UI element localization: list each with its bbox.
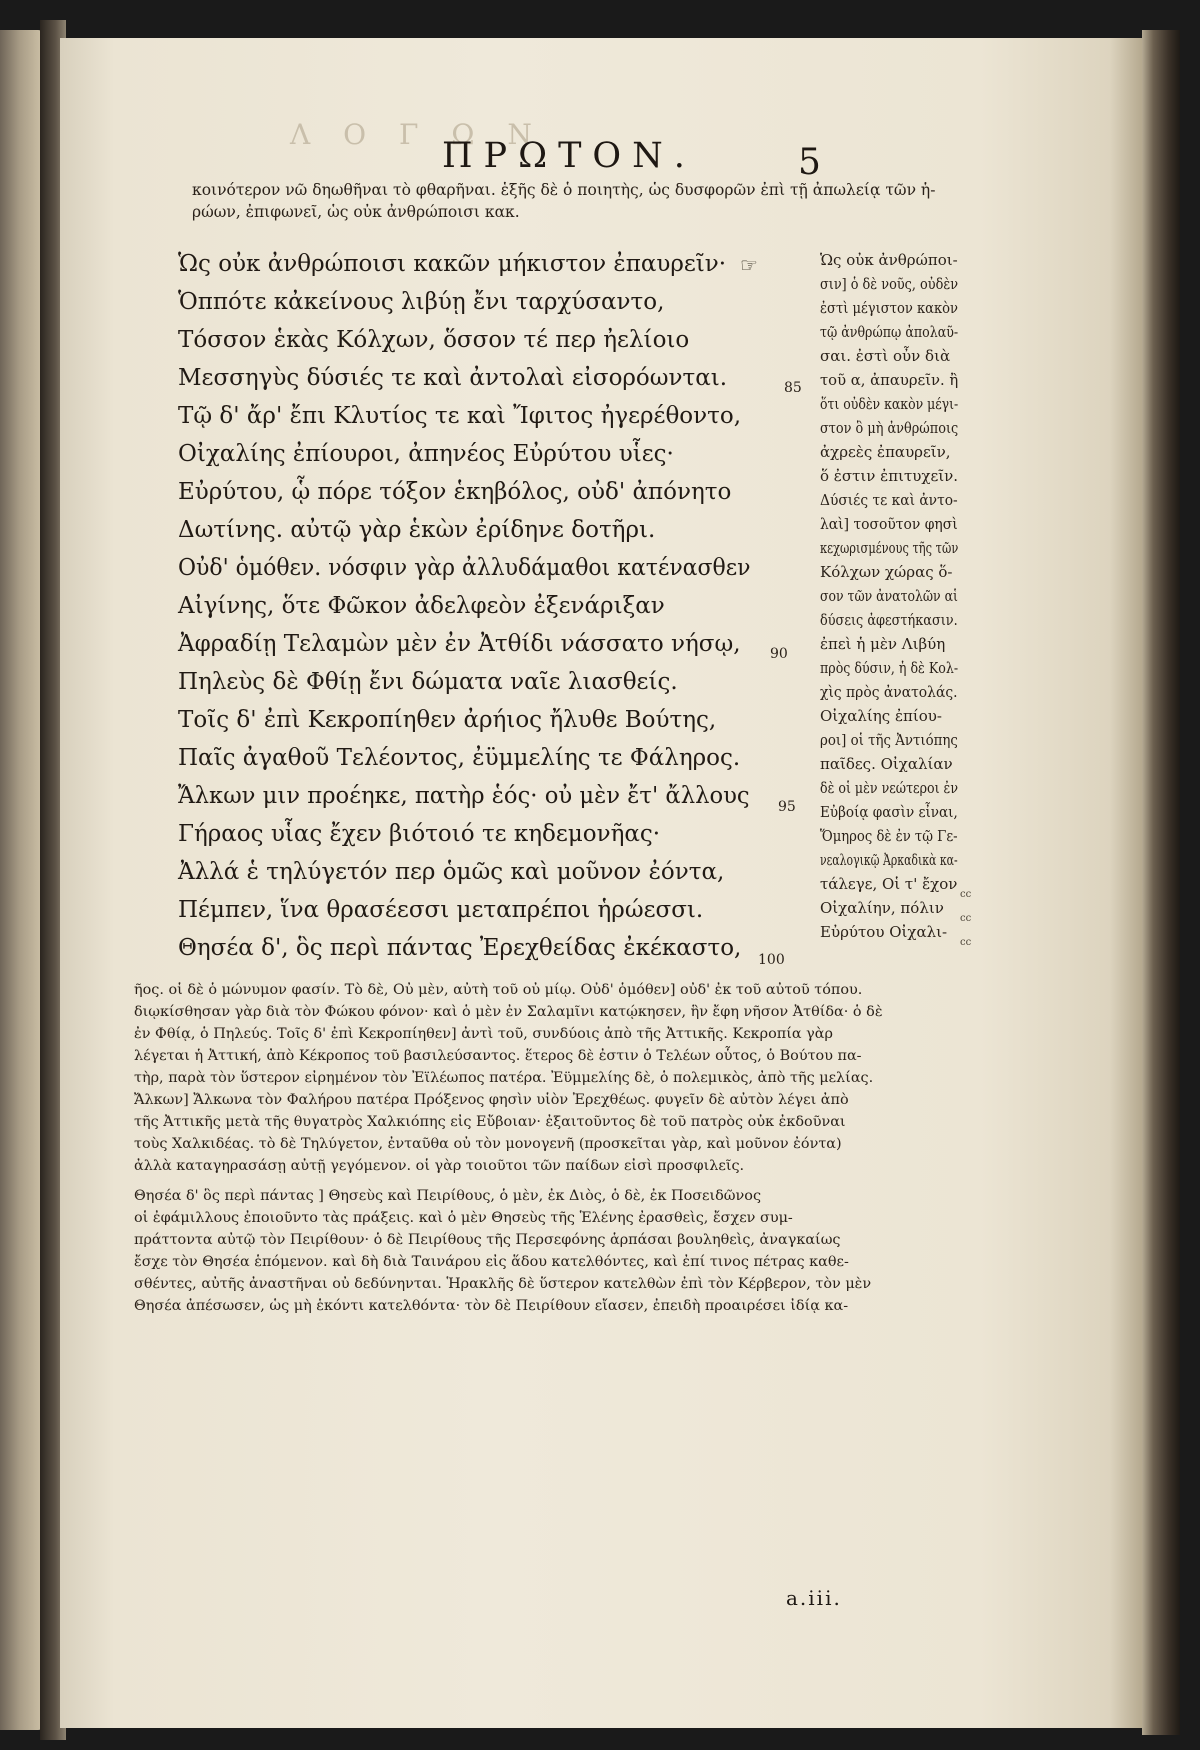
verse-line: Αἰγίνης, ὅτε Φῶκον ἀδελφεὸν ἐξενάριξαν bbox=[178, 593, 665, 619]
gloss-line: ἀχρεὲς ἐπαυρεῖν, bbox=[820, 443, 951, 461]
verse-line: Θησέα δ', ὃς περὶ πάντας Ἐρεχθείδας ἐκέκαστο, bbox=[178, 935, 742, 961]
gloss-line: σιν] ὁ δὲ νοῦς, οὐδὲν bbox=[820, 275, 959, 293]
gloss-line: ὅτι οὐδὲν κακὸν μέγι- bbox=[820, 395, 959, 413]
page-number: 5 bbox=[798, 142, 821, 183]
gloss-line: χὶς πρὸς ἀνατολάς. bbox=[820, 683, 958, 701]
verse-line: Οἰχαλίης ἐπίουροι, ἀπηνέος Εὐρύτου υἷες· bbox=[178, 441, 674, 467]
gloss-line: κεχωρισμένους τῆς τῶν bbox=[820, 539, 959, 557]
commentary-line: διῳκίσθησαν γὰρ διὰ τὸν Φώκου φόνον· καὶ ὁ μὲν ἐν Σαλαμῖνι κατῴκησεν, ἣν ἔφη νῆσον Ἀτθίδα· ὁ δὲ bbox=[134, 1004, 883, 1020]
commentary-line: πράττοντα αὐτῷ τὸν Πειρίθουν· ὁ δὲ Πειρίθους τῆς Περσεφόνης ἁρπάσαι βουληθεὶς, ἀναγκαίως bbox=[134, 1232, 841, 1248]
manicule-icon: ☞ bbox=[740, 253, 758, 277]
marginal-mark: cc bbox=[960, 889, 972, 900]
commentary-line: Ἄλκων] Ἄλκωνα τὸν Φαλήρου πατέρα Πρόξενος φησὶν υἱὸν Ἐρεχθέως. φυγεῖν δὲ αὐτὸν λέγει ἀπὸ bbox=[134, 1092, 849, 1108]
verse-line: Τῷ δ' ἄρ' ἔπι Κλυτίος τε καὶ Ἴφιτος ἠγερέθοντο, bbox=[178, 403, 742, 429]
verse-line: Ἄλκων μιν προέηκε, πατὴρ ἑός· οὐ μὲν ἔτ' ἄλλους bbox=[178, 783, 750, 809]
commentary-line: Θησέα δ' ὃς περὶ πάντας ] Θησεὺς καὶ Πειρίθους, ὁ μὲν, ἐκ Διὸς, ὁ δὲ, ἐκ Ποσειδῶνος bbox=[134, 1188, 762, 1204]
verse-line: Ὡς οὐκ ἀνθρώποισι κακῶν μήκιστον ἐπαυρεῖν· bbox=[178, 251, 727, 277]
verse-line: Παῖς ἀγαθοῦ Τελέοντος, ἐϋμμελίης τε Φάληρος. bbox=[178, 745, 741, 771]
verse-line: Τοῖς δ' ἐπὶ Κεκροπίηθεν ἀρήιος ἤλυθε Βούτης, bbox=[178, 707, 717, 733]
gloss-line: τάλεγε, Οἱ τ' ἔχον bbox=[820, 875, 958, 893]
gloss-line: Ὅμηρος δὲ ἐν τῷ Γε- bbox=[820, 827, 958, 845]
gloss-line: ροι] οἱ τῆς Ἀντιόπης bbox=[820, 731, 958, 749]
commentary-line: οἱ ἐφάμιλλους ἐποιοῦντο τὰς πράξεις. καὶ ὁ μὲν Θησεὺς τῆς Ἑλένης ἐρασθεὶς, ἔσχεν συμ- bbox=[134, 1210, 793, 1226]
verse-line: Πέμπεν, ἵνα θρασέεσσι μεταπρέποι ἡρώεσσι. bbox=[178, 897, 704, 923]
line-number: 85 bbox=[784, 380, 802, 396]
commentary-line: τοὺς Χαλκιδέας. τὸ δὲ Τηλύγετον, ἐνταῦθα οὐ τὸν μονογενῆ (προσκεῖται γὰρ, καὶ μοῦνον ἐόντα) bbox=[134, 1136, 842, 1152]
marginal-mark: cc bbox=[960, 937, 972, 948]
verse-line: Οὐδ' ὁμόθεν. νόσφιν γὰρ ἀλλυδάμαθοι κατένασθεν bbox=[178, 555, 751, 581]
marginal-mark: cc bbox=[960, 913, 972, 924]
gloss-line: στον ὃ μὴ ἀνθρώποις bbox=[820, 419, 959, 437]
right-page bbox=[60, 38, 1142, 1728]
commentary-line: σθέντες, αὐτῆς ἀναστῆναι οὐ δεδύνηνται. Ἡρακλῆς δὲ ὕστερον κατελθὼν ἐπὶ τὸν Κέρβερον, τὸν μὲν bbox=[134, 1276, 872, 1292]
verse-line: Μεσσηγὺς δύσιές τε καὶ ἀντολαὶ εἰσορόωνται. bbox=[178, 365, 728, 391]
verse-line: Τόσσον ἑκὰς Κόλχων, ὅσσον τέ περ ἠελίοιο bbox=[178, 327, 690, 353]
running-head: ΠΡΩΤΟΝ. bbox=[442, 136, 696, 176]
gloss-line: νεαλογικῷ Ἀρκαδικὰ κα- bbox=[820, 851, 958, 869]
commentary-line: λέγεται ἡ Ἀττική, ἀπὸ Κέκροπος τοῦ βασιλεύσαντος. ἕτερος δὲ ἐστιν ὁ Τελέων οὗτος, ὁ Βούτου πα- bbox=[134, 1048, 862, 1064]
verse-line: Ἀφραδίῃ Τελαμὼν μὲν ἐν Ἀτθίδι νάσσατο νήσῳ, bbox=[178, 631, 741, 657]
gloss-line: σαι. ἐστὶ οὖν διὰ bbox=[820, 347, 951, 365]
gloss-line: Δύσιές τε καὶ ἀντο- bbox=[820, 491, 958, 509]
gloss-line: Οἰχαλίης ἐπίου- bbox=[820, 707, 942, 725]
verse-line: Πηλεὺς δὲ Φθίῃ ἔνι δώματα ναῖε λιασθείς. bbox=[178, 669, 678, 695]
verse-line: Εὐρύτου, ᾧ πόρε τόξον ἑκηβόλος, οὐδ' ἀπόνητο bbox=[178, 479, 732, 505]
verse-line: Ὁππότε κἀκείνους λιβύῃ ἔνι ταρχύσαντο, bbox=[178, 289, 665, 315]
gloss-line: Κόλχων χώρας ὅ- bbox=[820, 563, 953, 581]
verse-line: Ἀλλά ἑ τηλύγετόν περ ὁμῶς καὶ μοῦνον ἐόντα, bbox=[178, 859, 725, 885]
commentary-line: ῆος. οἱ δὲ ὁ μώνυμον φασίν. Τὸ δὲ, Οὐ μὲν, αὐτὴ τοῦ οὐ μίῳ. Οὐδ' ὁμόθεν] οὐδ' ἐκ τοῦ αὐτοῦ τόπου. bbox=[134, 982, 863, 998]
commentary-line: τὴρ, παρὰ τὸν ὕστερον εἰρημένον τὸν Ἐϊλέωπος πατέρα. Ἐϋμμελίης δὲ, ὁ πολεμικὸς, ἀπὸ τῆς μελίας. bbox=[134, 1070, 874, 1086]
intro-line: κοινότερον νῶ δηωθῆναι τὸ φθαρῆναι. ἑξῆς δὲ ὁ ποιητὴς, ὡς δυσφορῶν ἐπὶ τῇ ἀπωλείᾳ τῶν ἡ- bbox=[192, 181, 936, 199]
signature-mark: a.iii. bbox=[786, 1586, 842, 1610]
gloss-line: τοῦ α, ἀπαυρεῖν. ἢ bbox=[820, 371, 959, 389]
gloss-line: τῷ ἀνθρώπῳ ἀπολαῦ- bbox=[820, 323, 959, 341]
intro-line: ρώων, ἐπιφωνεῖ, ὡς οὐκ ἀνθρώποισι κακ. bbox=[192, 203, 520, 221]
gloss-line: δὲ οἱ μὲν νεώτεροι ἐν bbox=[820, 779, 958, 797]
commentary-line: Θησέα ἀπέσωσεν, ὡς μὴ ἑκόντι κατελθόντα· τὸν δὲ Πειρίθουν εἴασεν, ἐπειδὴ προαιρέσει ἰδίᾳ κα- bbox=[134, 1298, 849, 1314]
gloss-line: Οἰχαλίην, πόλιν bbox=[820, 899, 944, 917]
gloss-line: δύσεις ἀφεστήκασιν. bbox=[820, 611, 958, 629]
commentary-line: ἀλλὰ καταγηρασάσῃ αὐτῇ γεγόμενον. οἱ γὰρ τοιοῦτοι τῶν παίδων εἰσὶ προσφιλεῖς. bbox=[134, 1158, 745, 1174]
gloss-line: ἐστὶ μέγιστον κακὸν bbox=[820, 299, 959, 317]
gloss-line: Εὐβοίᾳ φασὶν εἶναι, bbox=[820, 803, 958, 821]
left-page-edge bbox=[0, 30, 44, 1730]
commentary-line: τῆς Ἀττικῆς μετὰ τῆς θυγατρὸς Χαλκιόπης εἰς Εὔβοιαν· ἐξαιτοῦντος δὲ τοῦ πατρὸς οὐκ ἐκδοῦναι bbox=[134, 1114, 846, 1130]
line-number: 90 bbox=[770, 646, 788, 662]
verse-line: Γήραος υἷας ἔχεν βιότοιό τε κηδεμονῆας· bbox=[178, 821, 661, 847]
commentary-line: ἐν Φθίᾳ, ὁ Πηλεύς. Τοῖς δ' ἐπὶ Κεκροπίηθεν] ἀντὶ τοῦ, συνδύοις ἀπὸ τῆς Ἀττικῆς. Κεκροπία γὰρ bbox=[134, 1026, 833, 1042]
gloss-line: σον τῶν ἀνατολῶν αἱ bbox=[820, 587, 958, 605]
gloss-line: λαὶ] τοσοῦτον φησὶ bbox=[820, 515, 958, 533]
line-number: 100 bbox=[758, 952, 785, 968]
gloss-line: παῖδες. Οἰχαλίαν bbox=[820, 755, 953, 773]
gloss-line: πρὸς δύσιν, ἡ δὲ Κολ- bbox=[820, 659, 959, 677]
fore-edge bbox=[1142, 30, 1180, 1735]
gloss-line: ἐπεὶ ἡ μὲν Λιβύη bbox=[820, 635, 946, 653]
gloss-line: Εὐρύτου Οἰχαλι- bbox=[820, 923, 948, 941]
gloss-line: Ὡς οὐκ ἀνθρώποι- bbox=[820, 251, 958, 269]
commentary-line: ἔσχε τὸν Θησέα ἑπόμενον. καὶ δὴ διὰ Ταινάρου εἰς ἅδου κατελθόντες, καὶ ἐπί τινος πέτρας καθε- bbox=[134, 1254, 849, 1270]
verse-line: Δωτίνης. αὐτῷ γὰρ ἑκὼν ἐρίδηνε δοτῆρι. bbox=[178, 517, 656, 543]
show-through-text: Λ Ο Γ Ω Ν bbox=[290, 118, 544, 151]
gloss-line: ὅ ἐστιν ἐπιτυχεῖν. bbox=[820, 467, 958, 485]
line-number: 95 bbox=[778, 799, 796, 815]
